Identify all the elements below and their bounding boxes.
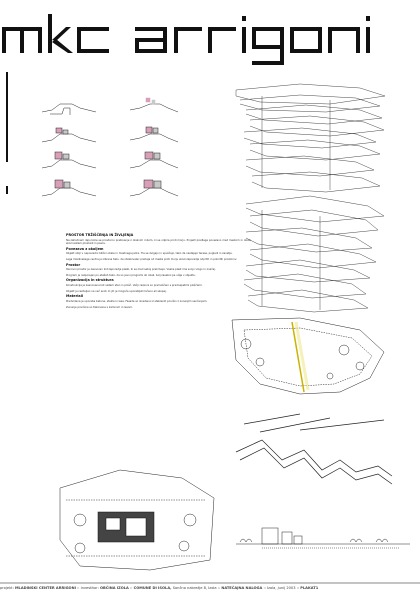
section-diagram bbox=[42, 128, 96, 142]
section-paragraph: Osnovni prostor je zasnovan kot zaporedje plasti, ki se med seboj prekrivajo. Vsaka plast ima svojo vlogo in značaj. bbox=[66, 268, 216, 272]
footer-item: Izola, junij 2003 bbox=[267, 586, 296, 590]
footer-item: projekt: bbox=[0, 586, 14, 590]
site-plan-left bbox=[60, 470, 214, 570]
left-rule-mid bbox=[6, 186, 8, 194]
section-diagram bbox=[130, 98, 178, 112]
section-diagram bbox=[130, 127, 178, 142]
section-paragraph: Program je razporejen po etažah tako, da so javni programi ob obali, bolj zasebni pa višje v objektu. bbox=[66, 273, 196, 277]
section-diagram bbox=[130, 180, 178, 196]
section-diagram bbox=[42, 152, 96, 168]
footer-item: COMUNE DI ISOLA, bbox=[133, 586, 172, 590]
zigzag-plan bbox=[236, 414, 392, 484]
section-title: Povezava z okoljem bbox=[66, 246, 104, 251]
section-paragraph: Lega mladinskega centra je izbrana tako, da obiskovalec prehaja od mesta proti morju skozi zaporedje odprtih in pokritih prostorov. bbox=[66, 257, 237, 261]
text-heading: PROSTOR TRŽIŠČENJA IN ŽIVLJENJA bbox=[66, 233, 134, 237]
footer-item: NATEČAJNA NALOGA bbox=[221, 586, 263, 590]
section-diagram bbox=[42, 180, 96, 196]
elevation-drawing bbox=[236, 528, 410, 548]
footer-item: Izola bbox=[208, 586, 217, 590]
section-paragraph: Objekt je razdeljen na več enot, ki jih je mogoče uporabljati ločeno ali skupaj. bbox=[66, 289, 167, 293]
section-paragraph: Konstrukcija je zasnovana kot sistem sten in plošč. Večji razponi so premoščeni s prednapetimi ploščami. bbox=[66, 283, 203, 287]
section-paragraph: Predvidena je uporaba betona, stekla in lesa. Fasade so izvedene iz steklenih površin z zunanjim senčenjem. bbox=[66, 299, 208, 303]
section-diagram bbox=[130, 152, 178, 168]
section-title: Materiali bbox=[66, 294, 84, 299]
footer-item: :: bbox=[263, 586, 266, 590]
section-diagrams-left bbox=[42, 98, 178, 196]
footer-item: OBČINA IZOLA bbox=[99, 586, 129, 590]
footer-credits bbox=[0, 586, 420, 596]
footer-item: :: bbox=[217, 586, 221, 590]
section-paragraph: Zunanje površine so tlakovane s kamnom in lesom. bbox=[66, 305, 133, 309]
left-rule-top bbox=[6, 72, 8, 162]
text-intro: Na zahodnem delu Izole se prostorno prebivanje z obalnim robom, ki se odpira proti morju. Projekt predlaga povezavo med mestom in obalo skozi sistem ploščadi in pasov. bbox=[66, 238, 251, 245]
section-diagram bbox=[42, 104, 96, 115]
footer-item: MLADINSKI CENTER ARRIGONI bbox=[14, 586, 76, 590]
footer-item: Sončno nabrežje 8, bbox=[172, 586, 208, 590]
footer-item: PLAKAT1 bbox=[300, 586, 319, 590]
footer-item: investitor: bbox=[80, 586, 99, 590]
section-paragraph: Objekt stoji v neposredni bližini obale in mestnega jedra. Tla se dvigajo in spuščajo, tako da nastajajo terase, pogledi in zavetja. bbox=[66, 252, 233, 256]
section-title: Organizacija in struktura bbox=[66, 278, 114, 283]
section-title: Prostor bbox=[66, 262, 81, 267]
footer-item: :: bbox=[130, 586, 133, 590]
footer-item: :: bbox=[296, 586, 300, 590]
footer-item: :: bbox=[77, 586, 80, 590]
site-plan-right bbox=[232, 318, 384, 394]
text-column bbox=[66, 232, 251, 311]
exploded-layers bbox=[236, 84, 385, 312]
